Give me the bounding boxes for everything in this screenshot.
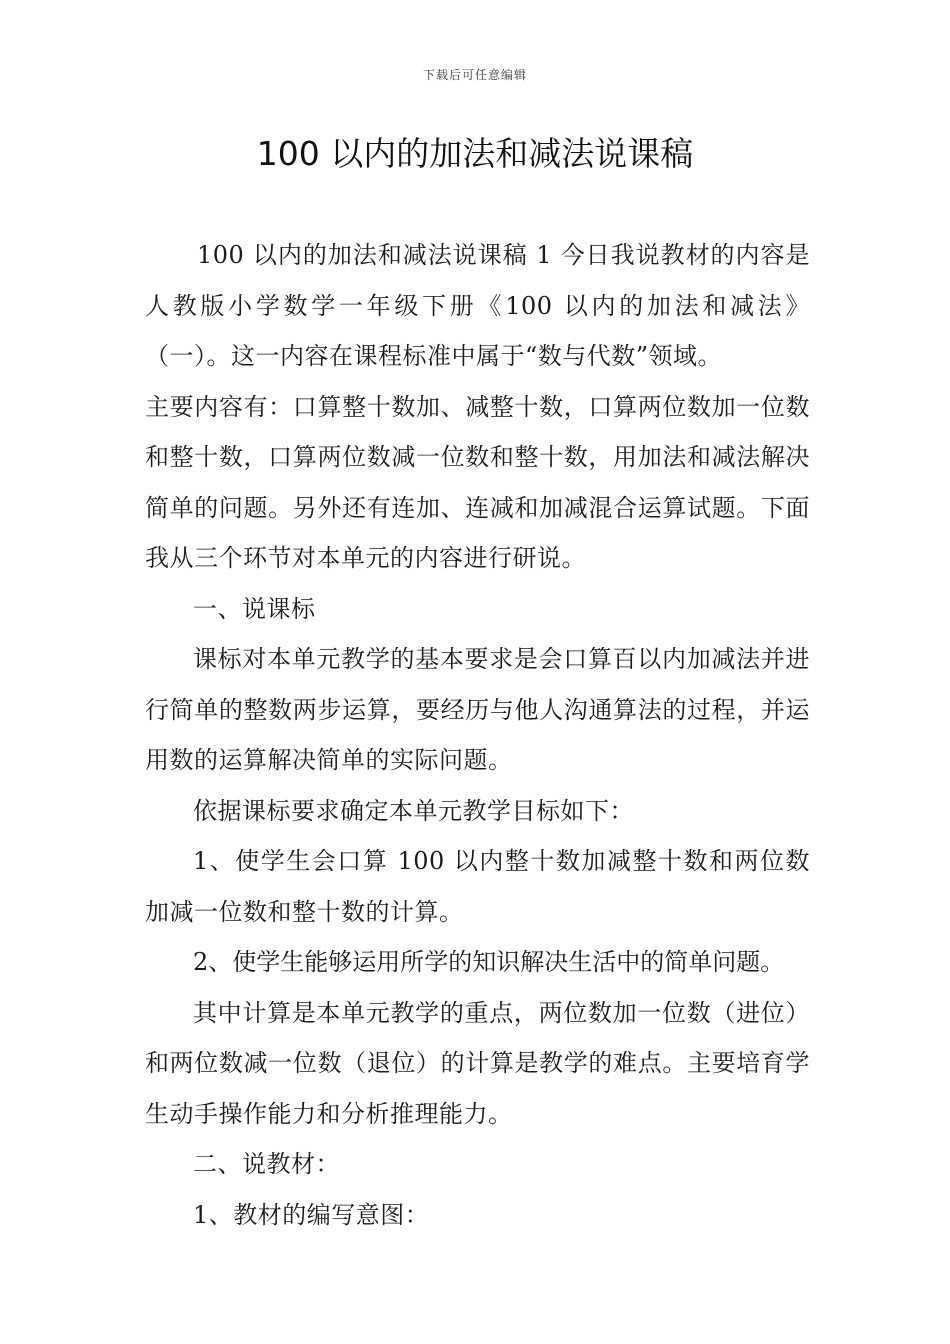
paragraph-intro: 100 以内的加法和减法说课稿 1 今日我说教材的内容是人教版小学数学一年级下册《100 以内的加法和减法》（一）。这一内容在课程标准中属于“数与代数”领域。 xyxy=(145,241,810,370)
page-title: 100 以内的加法和减法说课稿 xyxy=(256,134,694,173)
paragraph-main-content: 主要内容有：口算整十数加、减整十数，口算两位数加一位数和整十数，口算两位数减一位数和整十数，用加法和减法解决简单的问题。另外还有连加、连减和加减混合运算试题。下面我从三个环节对本单元的内容进行研说。 xyxy=(145,392,810,572)
header-note: 下载后可任意编辑 xyxy=(422,68,527,82)
paragraph-key-points: 其中计算是本单元教学的重点，两位数加一位数（进位）和两位数减一位数（退位）的计算是教学的难点。主要培育学生动手操作能力和分析推理能力。 xyxy=(145,998,810,1128)
list-item-objective-2: 2、使学生能够运用所学的知识解决生活中的简单问题。 xyxy=(193,948,785,976)
list-item-textbook-intent: 1、教材的编写意图： xyxy=(193,1200,430,1229)
paragraph-curriculum-requirements: 课标对本单元教学的基本要求是会口算百以内加减法并进行简单的整数两步运算，要经历与他人沟通算法的过程，并运用数的运算解决简单的实际问题。 xyxy=(145,645,810,774)
section-heading-curriculum: 一、说课标 xyxy=(193,594,316,623)
list-item-objective-1: 1、使学生会口算 100 以内整十数加减整十数和两位数加减一位数和整十数的计算。 xyxy=(145,847,810,926)
paragraph-objectives-intro: 依据课标要求确定本单元教学目标如下： xyxy=(193,796,634,825)
document-body xyxy=(145,230,810,1240)
section-heading-textbook: 二、说教材： xyxy=(193,1150,340,1178)
